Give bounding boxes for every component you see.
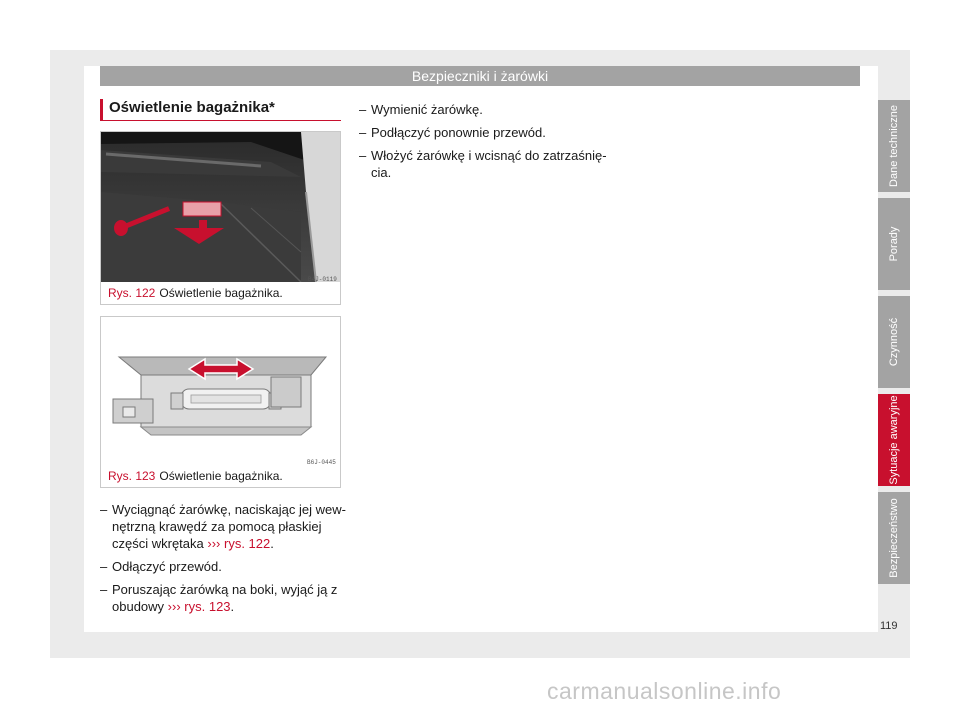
chapter-header: Bezpieczniki i żarówki	[100, 66, 860, 86]
figure-122	[100, 131, 341, 305]
tab-dane-techniczne[interactable]: Dane techniczne	[878, 100, 910, 192]
tab-porady[interactable]: Porady	[878, 198, 910, 290]
figure-code: B6J-0445	[307, 459, 336, 466]
steps-right	[359, 101, 619, 187]
cross-reference-link[interactable]: ››› rys. 122	[207, 536, 271, 551]
cross-reference-link[interactable]: ››› rys. 123	[167, 599, 231, 614]
figure-caption-text: Oświetlenie bagażnika.	[159, 469, 283, 483]
figure-number: Rys. 122	[108, 286, 156, 300]
trunk-light-photo	[101, 132, 340, 282]
lamp-housing-drawing	[101, 317, 340, 465]
list-item: – Wyciągnąć żarówkę, naciskając jej wew-nętrzną krawędź za pomocą płaskiej części wkrętaka ››› rys. 122.	[100, 502, 346, 551]
watermark: carmanualsonline.info	[547, 678, 782, 704]
figure-123	[100, 316, 341, 488]
section-rule	[100, 120, 341, 121]
page-number: 119	[880, 620, 898, 632]
tab-sytuacje-awaryjne[interactable]: Sytuacje awaryjne	[878, 394, 910, 486]
list-item: – Poruszając żarówką na boki, wyjąć ją z obudowy ››› rys. 123.	[100, 582, 338, 614]
list-item: – Podłączyć ponownie przewód.	[359, 125, 546, 140]
figure-caption	[108, 286, 283, 300]
steps-left	[100, 501, 348, 621]
figure-caption-text: Oświetlenie bagażnika.	[159, 286, 283, 300]
list-item: – Wymienić żarówkę.	[359, 102, 483, 117]
tab-czynnosc[interactable]: Czynność	[878, 296, 910, 388]
figure-caption	[108, 469, 283, 483]
figure-code: B4J-0119	[308, 276, 337, 283]
list-item: – Odłączyć przewód.	[100, 559, 222, 574]
tab-bezpieczenstwo[interactable]: Bezpieczeństwo	[878, 492, 910, 584]
list-item: – Włożyć żarówkę i wcisnąć do zatrzaśnię-cia.	[359, 148, 607, 180]
figure-number: Rys. 123	[108, 469, 156, 483]
section-title: Oświetlenie bagażnika*	[100, 99, 341, 121]
